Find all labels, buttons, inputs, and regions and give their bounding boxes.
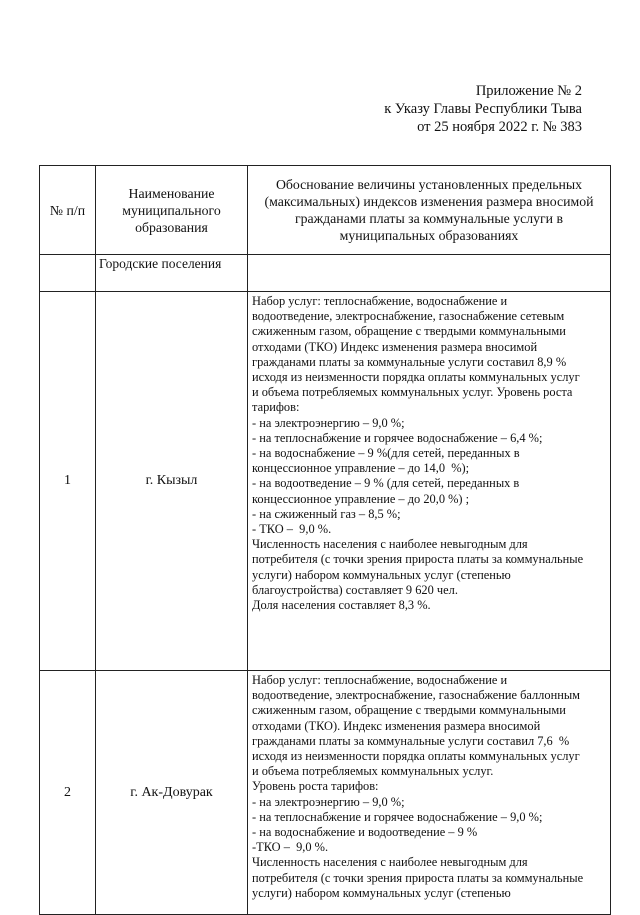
- municipality-name: г. Кызыл: [96, 292, 248, 671]
- text-line: потребителя (с точки зрения прироста платы за коммунальные: [252, 552, 584, 567]
- table-row: [40, 671, 611, 915]
- text-line: - на электроэнергию – 9,0 %;: [252, 794, 405, 809]
- text-line: потребителя (с точки зрения прироста платы за коммунальные: [252, 870, 584, 885]
- text-line: исходя из неизменности порядка оплаты коммунальных услуг: [252, 370, 580, 385]
- text-line: и объема потребляемых коммунальных услуг. Уровень роста: [252, 385, 573, 400]
- text-line: водоотведение, электроснабжение, газоснабжение сетевым: [252, 309, 565, 324]
- decree-date: от 25 ноября 2022 г. № 383: [417, 119, 582, 135]
- text-line: водоотведение, электроснабжение, газоснабжение баллонным: [252, 688, 580, 703]
- header-number: № п/п: [40, 166, 96, 255]
- text-line: Доля населения составляет 8,3 %.: [252, 598, 431, 613]
- text-line: Численность населения с наиболее невыгодным для: [252, 855, 528, 870]
- text-line: - на электроэнергию – 9,0 %;: [252, 415, 405, 430]
- section-label: Городские поселения: [96, 255, 248, 292]
- text-line: сжиженным газом, обращение с твердыми коммунальными: [252, 703, 566, 718]
- table-header-row: [40, 166, 611, 255]
- document-header: [262, 82, 582, 136]
- text-line: отходами (ТКО) Индекс изменения размера вносимой: [252, 339, 538, 354]
- table-row: [40, 292, 611, 671]
- municipality-name: г. Ак-Довурак: [96, 671, 248, 915]
- section-row: [40, 255, 611, 292]
- text-line: - на сжиженный газ – 8,5 %;: [252, 506, 401, 521]
- text-line: Уровень роста тарифов:: [252, 779, 379, 794]
- text-line: отходами (ТКО). Индекс изменения размера вносимой: [252, 718, 541, 733]
- text-line: Численность населения с наиболее невыгодным для: [252, 537, 528, 552]
- row-number: 2: [40, 671, 96, 915]
- decree-reference: к Указу Главы Республики Тыва: [384, 101, 582, 117]
- justification-text: [248, 292, 611, 671]
- text-line: гражданами платы за коммунальные услуги составил 7,6 %: [252, 733, 570, 748]
- header-municipality: Наименование муниципального образования: [96, 166, 248, 255]
- text-line: услуги) набором коммунальных услуг (степенью: [252, 567, 511, 582]
- text-line: - на водоснабжение – 9 %(для сетей, переданных в: [252, 446, 520, 461]
- text-line: исходя из неизменности порядка оплаты коммунальных услуг: [252, 749, 580, 764]
- text-line: концессионное управление – до 20,0 %) ;: [252, 491, 470, 506]
- row-number: 1: [40, 292, 96, 671]
- text-line: сжиженным газом, обращение с твердыми коммунальными: [252, 324, 566, 339]
- appendix-number: Приложение № 2: [475, 83, 582, 99]
- text-line: Набор услуг: теплоснабжение, водоснабжение и: [252, 294, 508, 308]
- text-line: -ТКО – 9,0 %.: [252, 840, 329, 855]
- text-line: тарифов:: [252, 400, 300, 415]
- text-line: - на теплоснабжение и горячее водоснабжение – 6,4 %;: [252, 430, 543, 445]
- text-line: - ТКО – 9,0 %.: [252, 522, 332, 537]
- text-line: услуги) набором коммунальных услуг (степенью: [252, 885, 511, 900]
- municipal-index-table: [39, 165, 611, 915]
- header-justification: Обоснование величины установленных предельных (максимальных) индексов изменения размера вносимой гражданами платы за коммунальные услуги в муниципальных образованиях: [248, 166, 611, 255]
- text-line: - на водоотведение – 9 % (для сетей, переданных в: [252, 476, 520, 491]
- text-line: благоустройства) составляет 9 620 чел.: [252, 582, 458, 597]
- justification-text: [248, 671, 611, 915]
- text-line: Набор услуг: теплоснабжение, водоснабжение и: [252, 673, 508, 687]
- text-line: концессионное управление – до 14,0 %);: [252, 461, 470, 476]
- text-line: гражданами платы за коммунальные услуги составил 8,9 %: [252, 354, 567, 369]
- text-line: - на теплоснабжение и горячее водоснабжение – 9,0 %;: [252, 809, 543, 824]
- text-line: - на водоснабжение и водоотведение – 9 %: [252, 825, 478, 840]
- text-line: и объема потребляемых коммунальных услуг.: [252, 764, 494, 779]
